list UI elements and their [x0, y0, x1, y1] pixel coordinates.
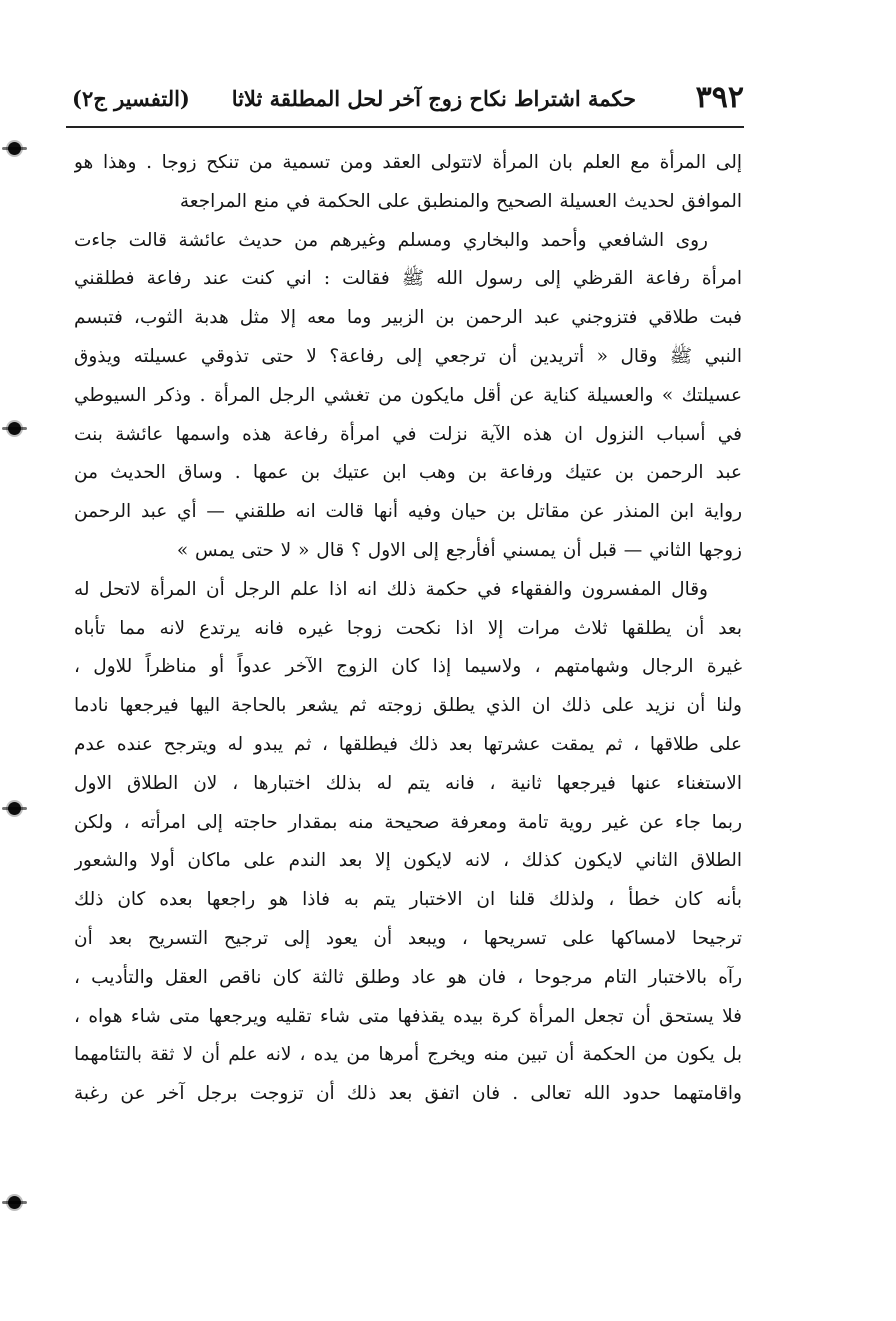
- text-line: زوجها الثاني — قبل أن يمسني أفأرجع إلى الاول ؟ قال « لا حتى يمس »: [176, 539, 742, 561]
- punch-hole-mark: [8, 802, 21, 815]
- text-line: النبي ﷺ وقال « أتريدين أن ترجعي إلى رفاعة؟ لا حتى تذوقي عسيلته ويذوق: [74, 345, 742, 367]
- text-line: بعد أن يطلقها ثلاث مرات إلا اذا نكحت زوجا غيره فانه يرتدع لانه مما تأباه: [74, 617, 742, 639]
- text-line: روى الشافعي وأحمد والبخاري ومسلم وغيرهم من حديث عائشة قالت جاءت: [74, 229, 708, 251]
- text-line: الطلاق الثاني لايكون كذلك ، لانه لايكون إلا بعد الندم على ماكان أولا والشعور: [74, 850, 742, 872]
- text-line: ربما جاء عن غير روية تامة ومعرفة صحيحة منه بمقدار حاجته إلى امرأته ، ولكن: [74, 811, 742, 833]
- body-text: [74, 144, 742, 1114]
- running-title: حكمة اشتراط نكاح زوج آخر لحل المطلقة ثلاثا: [231, 86, 636, 111]
- text-line: إلى المرأة مع العلم بان المرأة لاتتولى العقد ومن تسمية من تنكح زوجا . وهذا هو: [74, 152, 742, 173]
- text-line: امرأة رفاعة القرظي إلى رسول الله ﷺ فقالت : اني كنت عند رفاعة فطلقني: [74, 268, 742, 290]
- punch-hole-mark: [8, 142, 21, 155]
- text-line: عبد الرحمن بن عتيك ورفاعة بن وهب ابن عتيك بن عمها . وساق الحديث من: [74, 462, 742, 484]
- text-line: على طلاقها ، ثم يمقت عشرتها بعد ذلك فيطلقها ، ثم يبدو له ويترجح عنده عدم: [74, 733, 742, 755]
- header-rule: [66, 126, 744, 128]
- text-line: واقامتهما حدود الله تعالى . فان اتفق بعد ذلك أن تزوجت برجل آخر عن رغبة: [74, 1083, 742, 1105]
- text-line: عسيلتك » والعسيلة كناية عن أقل مايكون من تغشي الرجل المرأة . وذكر السيوطي: [74, 384, 742, 406]
- punch-hole-mark: [8, 422, 21, 435]
- text-line: وقال المفسرون والفقهاء في حكمة ذلك انه اذا علم الرجل أن المرأة لاتحل له: [74, 578, 708, 600]
- text-line: ترجيحا لامساكها على تسريحها ، ويبعد أن يعود إلى ترجيح التسريح بعد أن: [74, 927, 742, 949]
- book-title: (التفسير ج٢): [72, 86, 190, 111]
- text-line: غيرة الرجال وشهامتهم ، ولاسيما إذا كان الزوج الآخر عدواً أو مناظراً للاول ،: [74, 656, 742, 678]
- page-number: ٣٩٢: [695, 80, 744, 115]
- text-line: الاستغناء عنها فيرجعها ثانية ، فانه يتم له بذلك اختبارها ، لان الطلاق الاول: [74, 772, 742, 794]
- text-line: ولنا أن نزيد على ذلك ان الذي يطلق زوجته ثم يشعر بالحاجة اليها فيرجعها نادما: [74, 695, 742, 717]
- text-line: فلا يستحق أن تجعل المرأة كرة بيده يقذفها متى شاء تقليه ويرجعها متى شاء هواه ،: [74, 1005, 742, 1027]
- text-line: في أسباب النزول ان هذه الآية نزلت في امرأة رفاعة هذه واسمها عائشة بنت: [74, 423, 742, 445]
- text-line: بأنه كان خطأ ، ولذلك قلنا ان الاختبار يتم به فاذا هو راجعها بعده كان ذلك: [74, 889, 742, 911]
- text-line: رآه بالاختبار التام مرجوحا ، فان هو عاد وطلق ثالثة كان ناقص العقل والتأديب ،: [74, 966, 742, 988]
- page-header: [72, 78, 744, 122]
- text-line: فبت طلاقي فتزوجني عبد الرحمن بن الزبير وما معه إلا مثل هدبة الثوب، فتبسم: [74, 307, 742, 329]
- text-line: رواية ابن المنذر عن مقاتل بن حيان وفيه أنها قالت انه طلقني — أي عبد الرحمن: [74, 501, 742, 523]
- text-line: الموافق لحديث العسيلة الصحيح والمنطبق على الحكمة في منع المراجعة: [179, 190, 742, 212]
- punch-hole-mark: [8, 1196, 21, 1209]
- text-line: بل يكون من الحكمة أن تبين منه ويخرج أمرها من يده ، لانه علم أن لا ثقة بالتئامهما: [74, 1044, 742, 1066]
